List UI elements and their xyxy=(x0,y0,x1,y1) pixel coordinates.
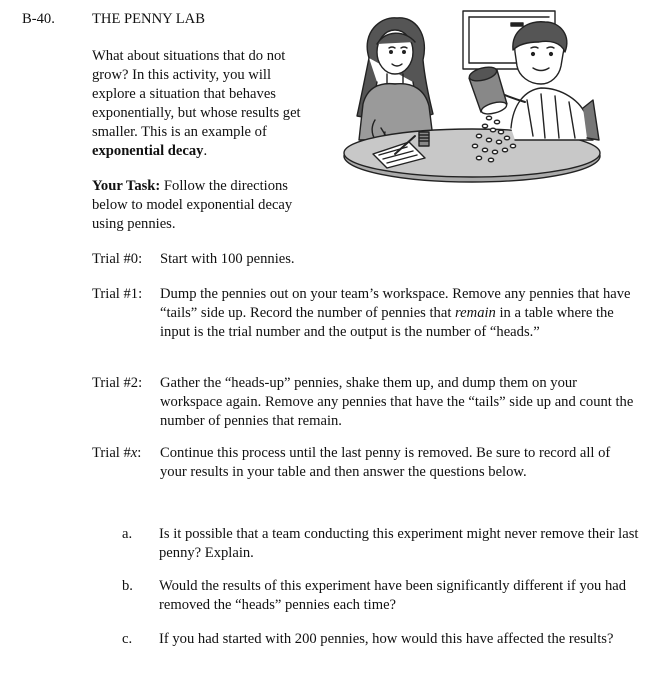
trial-1-text-part2: in a table where the input is the trial number and the output is the number of “heads.” xyxy=(160,305,614,340)
task-paragraph xyxy=(92,177,314,234)
trial-1-text-part1: Dump the pennies out on your team’s workspace. Remove any pennies that have “tails” side up. Record the number of pennies that xyxy=(160,286,631,321)
intro-bold-term: exponential decay xyxy=(92,143,204,159)
trial-x-label-prefix: Trial # xyxy=(92,445,131,461)
trial-x-label-suffix: : xyxy=(137,445,142,461)
question-a-text: Is it possible that a team conducting this experiment might never remove their last penny? Explain. xyxy=(159,526,639,561)
question-b xyxy=(122,577,642,615)
problem-title: THE PENNY LAB xyxy=(92,11,205,27)
trial-2-text: Gather the “heads-up” pennies, shake them up, and dump them on your workspace again. Remove any pennies that have the “tails” side up and count the number of pennies that remain. xyxy=(160,375,634,429)
trial-0 xyxy=(92,250,637,269)
trial-x-text: Continue this process until the last penny is removed. Be sure to record all of your results in your table and then answer the questions below. xyxy=(160,445,611,480)
trial-0-label: Trial #0: xyxy=(92,251,143,267)
trial-x xyxy=(92,444,637,482)
question-c-text: If you had started with 200 pennies, how would this have affected the results? xyxy=(159,631,614,647)
question-a-letter: a. xyxy=(122,526,133,542)
question-b-letter: b. xyxy=(122,578,133,594)
trial-x-label-var: x xyxy=(130,445,138,461)
penny-lab-illustration xyxy=(329,8,615,186)
penny-cup-icon xyxy=(468,65,508,117)
trial-2 xyxy=(92,374,637,431)
problem-number: B-40. xyxy=(22,11,55,27)
question-c xyxy=(122,630,642,649)
trial-1-label: Trial #1: xyxy=(92,286,143,302)
intro-paragraph xyxy=(92,47,314,161)
trial-0-text: Start with 100 pennies. xyxy=(160,251,295,267)
trial-1-text xyxy=(160,285,637,342)
intro-end: . xyxy=(203,143,208,159)
trial-1-italic-word: remain xyxy=(455,305,496,321)
question-a xyxy=(122,525,642,563)
task-label: Your Task: xyxy=(92,178,161,194)
question-b-text: Would the results of this experiment have been significantly different if you had removed the “heads” pennies each time? xyxy=(159,578,627,613)
trial-x-label xyxy=(92,444,141,463)
coin-stack-icon xyxy=(419,132,429,146)
trial-2-label: Trial #2: xyxy=(92,375,143,391)
task-text: Follow the directions below to model exponential decay using pennies. xyxy=(92,178,293,232)
intro-text: What about situations that do not grow? In this activity, you will explore a situation that behaves exponentially, but whose results get smaller. This is an example of xyxy=(92,48,301,140)
question-c-letter: c. xyxy=(122,631,133,647)
trial-1 xyxy=(92,285,637,342)
